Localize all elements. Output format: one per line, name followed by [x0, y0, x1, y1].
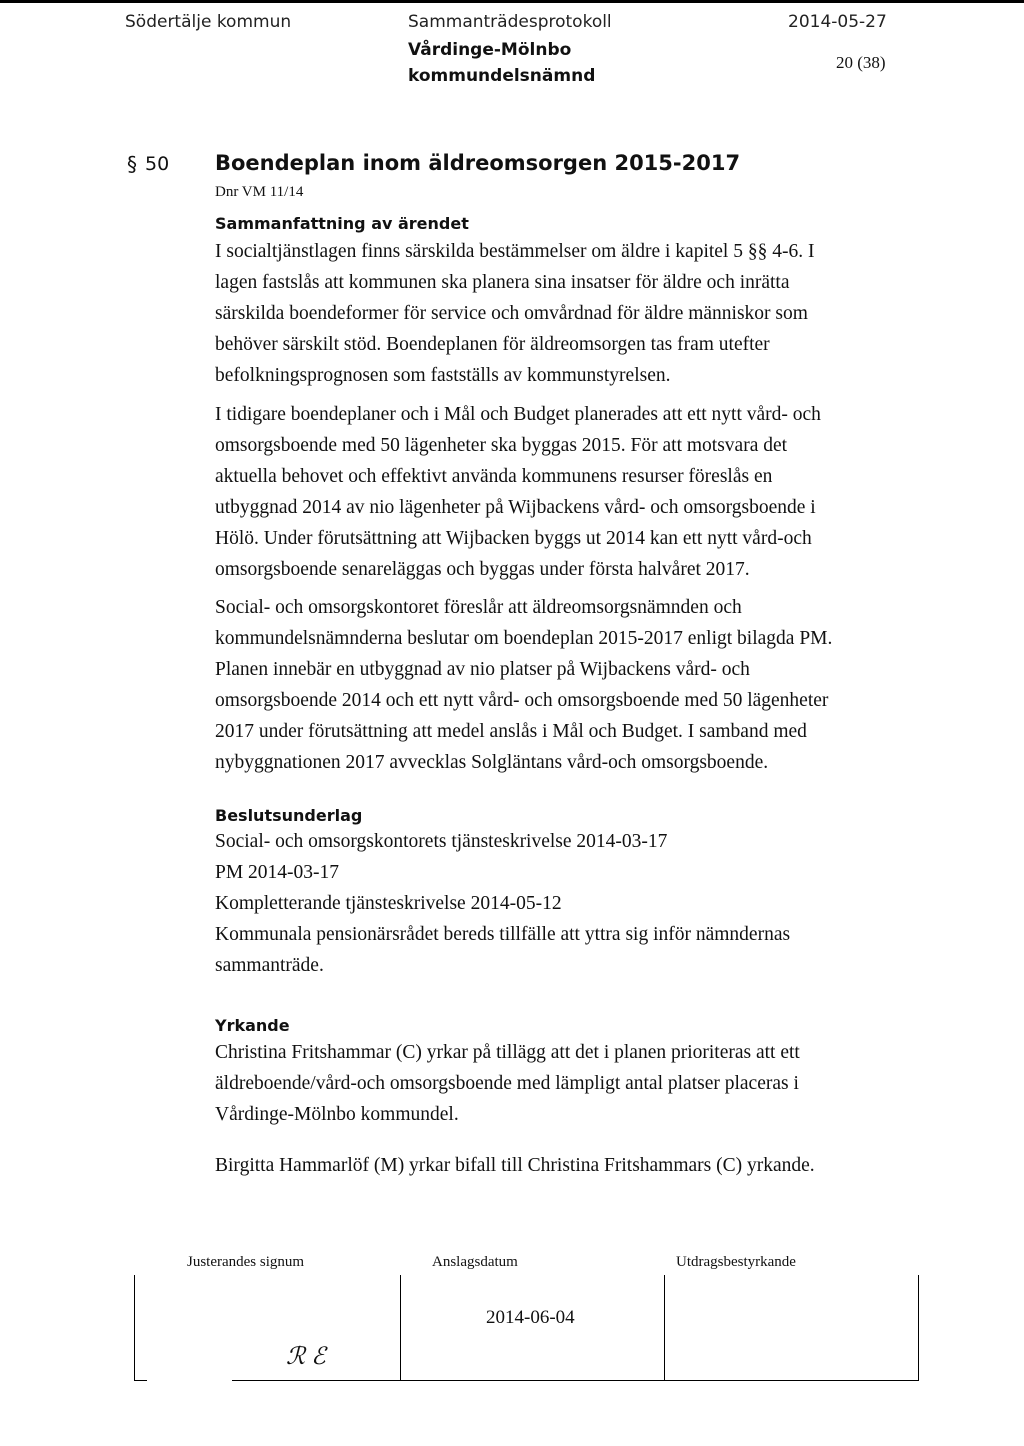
text-line: omsorgsboende med 50 lägenheter ska byggas 2015. För att motsvara det [215, 435, 788, 456]
summary-paragraph-2 [215, 399, 821, 585]
signature-initials: ℛ ℰ [286, 1344, 326, 1370]
text-line: kommundelsnämnderna beslutar om boendeplan 2015-2017 enligt bilagda PM. [215, 628, 833, 649]
section-title: Boendeplan inom äldreomsorgen 2015-2017 [215, 151, 741, 175]
basis-heading: Beslutsunderlag [215, 806, 363, 825]
text-line: I socialtjänstlagen finns särskilda bestämmelser om äldre i kapitel 5 §§ 4-6. I [215, 241, 815, 262]
document-type: Sammanträdesprotokoll [408, 12, 612, 32]
text-line: nybyggnationen 2017 avvecklas Solgläntans vård-och omsorgsboende. [215, 752, 769, 773]
text-line: Vårdinge-Mölnbo kommundel. [215, 1104, 459, 1125]
text-line: omsorgsboende 2014 och ett nytt vård- och omsorgsboende med 50 lägenheter [215, 690, 829, 711]
basis-item: Kompletterande tjänsteskrivelse 2014-05-12 [215, 893, 562, 914]
text-line: aktuella behovet och effektivt använda kommunens resurser föreslås en [215, 466, 773, 487]
top-border [0, 0, 1024, 3]
footer-bottom-border [232, 1380, 918, 1381]
basis-item: Kommunala pensionärsrådet bereds tillfälle att yttra sig inför nämndernas [215, 924, 791, 945]
summary-heading: Sammanfattning av ärendet [215, 214, 469, 233]
basis-item: PM 2014-03-17 [215, 862, 340, 883]
footer-divider-2 [664, 1275, 665, 1381]
board-name-line2: kommundelsnämnd [408, 66, 596, 86]
paragraph-symbol: § [127, 152, 137, 176]
footer-divider-1 [400, 1275, 401, 1381]
basis-item: sammanträde. [215, 955, 324, 976]
summary-paragraph-3 [215, 592, 832, 778]
text-line: Christina Fritshammar (C) yrkar på tillägg att det i planen prioriteras att ett [215, 1042, 800, 1063]
meeting-date: 2014-05-27 [788, 12, 887, 32]
summary-paragraph-1 [215, 236, 814, 391]
motion-heading: Yrkande [215, 1016, 290, 1035]
text-line: behöver särskilt stöd. Boendeplanen för äldreomsorgen tas fram utefter [215, 334, 770, 355]
text-line: särskilda boendeformer för service och omvårdnad för äldre människor som [215, 303, 808, 324]
motion-paragraph-1 [215, 1037, 800, 1130]
footer-label-anslagsdatum: Anslagsdatum [432, 1254, 518, 1270]
text-line: utbyggnad 2014 av nio lägenheter på Wijbackens vård- och omsorgsboende i [215, 497, 816, 518]
text-line: omsorgsboende senareläggas och byggas under första halvåret 2017. [215, 559, 750, 580]
footer-right-border [918, 1275, 919, 1381]
text-line: lagen fastslås att kommunen ska planera sina insatser för äldre och inrätta [215, 272, 790, 293]
footer-bottom-tick [134, 1380, 147, 1381]
page-number: 20 (38) [836, 53, 886, 72]
municipality-name: Södertälje kommun [125, 12, 292, 32]
footer-label-justerandes-signum: Justerandes signum [187, 1254, 305, 1270]
case-number: Dnr VM 11/14 [215, 184, 304, 200]
motion-paragraph-2 [215, 1150, 815, 1181]
anslagsdatum-value: 2014-06-04 [486, 1307, 575, 1328]
text-line: Birgitta Hammarlöf (M) yrkar bifall till Christina Fritshammars (C) yrkande. [215, 1155, 815, 1176]
basis-item: Social- och omsorgskontorets tjänsteskrivelse 2014-03-17 [215, 831, 668, 852]
footer-left-border [134, 1275, 135, 1381]
board-name-line1: Vårdinge-Mölnbo [408, 40, 572, 60]
text-line: I tidigare boendeplaner och i Mål och Budget planerades att ett nytt vård- och [215, 404, 821, 425]
text-line: 2017 under förutsättning att medel anslås i Mål och Budget. I samband med [215, 721, 807, 742]
basis-list [215, 826, 790, 981]
footer-label-utdragsbestyrkande: Utdragsbestyrkande [676, 1254, 796, 1270]
text-line: Hölö. Under förutsättning att Wijbacken byggs ut 2014 kan ett nytt vård-och [215, 528, 812, 549]
text-line: äldreboende/vård-och omsorgsboende med lämpligt antal platser placeras i [215, 1073, 799, 1094]
section-number: 50 [145, 153, 170, 175]
text-line: Social- och omsorgskontoret föreslår att äldreomsorgsnämnden och [215, 597, 742, 618]
text-line: Planen innebär en utbyggnad av nio platser på Wijbackens vård- och [215, 659, 750, 680]
text-line: befolkningsprognosen som fastställs av kommunstyrelsen. [215, 365, 671, 386]
